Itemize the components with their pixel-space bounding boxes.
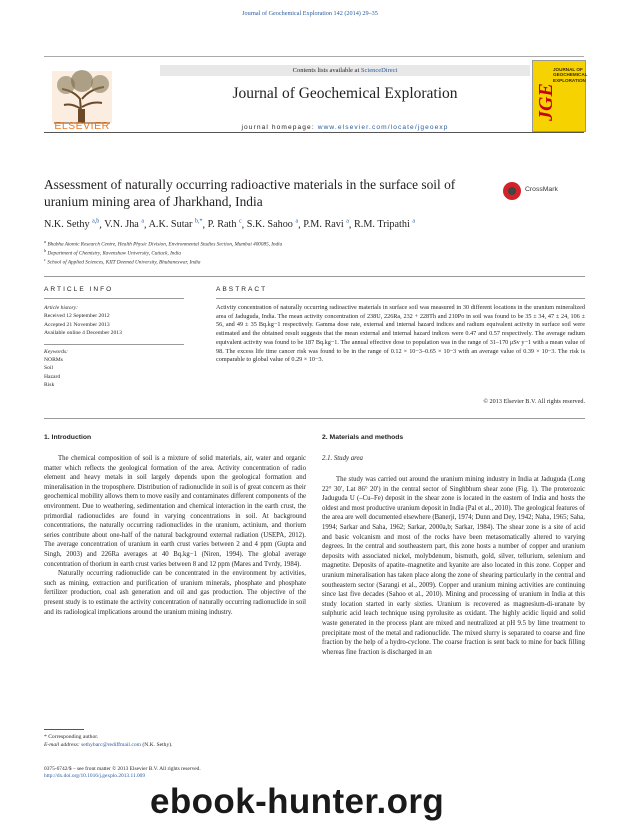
keyword: Hazard (44, 373, 61, 380)
abstract-text: Activity concentration of naturally occurring radioactive materials in surface soil was measured in 30 different locations in the uranium mineralized area of Jaduguda, India. The mean activity concentration of 238U, 226Ra, 232 + 228Th and 210Po in soil was found to be 35 ± 34, 47 ± 24, 106 ± 56, and 49 ± 35 Bq.kg−1 respectively. Gamma dose rate, external and internal hazard indices and radium equivalent activity in surface soil were estimated and the obtained result suggests that the mean external and internal hazard indices were 0.47 and 0.57 respectively. The average radium equivalent activity was found to be 187 Bq.kg−1. The annual effective dose to population was in the range of 31–170 μSv y−1 with a mean value of 98. The excess life time cancer risk was found to be in the range of 0.12 × 10−3–0.65 × 10−3 with an average value of 0.39 × 10−3. The risk is comparable to global value of 0.29 × 10−3. (216, 304, 585, 364)
journal-cover-thumbnail[interactable] (532, 60, 586, 132)
author[interactable]: A.K. Sutar $^{b,*}$ (148, 219, 203, 231)
email-link[interactable]: sethybarc@rediffmail.com (81, 742, 141, 748)
affiliation: $^a$ Bhabha Atomic Research Centre, Health Physic Division, Environmental Studies Section, Mumbai 400085, India (44, 239, 283, 248)
journal-homepage (160, 124, 530, 131)
keywords-heading: Keywords: (44, 348, 69, 355)
header-top-rule (44, 56, 584, 57)
issn-block (44, 766, 306, 781)
divider (44, 344, 184, 345)
doi-link[interactable]: http://dx.doi.org/10.1016/j.gexplo.2013.11.009 (44, 773, 146, 780)
article-info-label: ARTICLE INFO (44, 286, 114, 293)
crossmark-label: CrossMark (525, 186, 558, 193)
homepage-prefix: journal homepage: (241, 124, 318, 131)
divider (216, 298, 585, 299)
affiliation: $^b$ Department of Chemistry, Ravenshaw University, Cuttack, India (44, 248, 182, 257)
history-item: Received 12 September 2012 (44, 313, 110, 320)
paragraph: Naturally occurring radionuclide can be concentrated in the environment by activities, such as mining, extraction and purification of uranium minerals, phosphate and phosphate fertilizer production, coal ash generation and oil and gas production. The objective of the present study is to estimate the activity concentration of naturally occurring radionuclide in soil and its radiological implications around the uranium mining industry. (44, 570, 306, 616)
paragraph: The study was carried out around the uranium mining industry in India at Jaduguda (Long 22° 30′, Lat 86° 20′) in the central sector of Singhbhum shear zone (Fig. 1). The proterozoic Jaduguda U (–Cu–Fe) deposit in the shear zone is located in the eastern of India and hosts the oldest and most productive uranium deposit in India (Pal et al., 2010). The geological features of the area are well documented elsewhere (Banerji, 1974; Dunn and Dey, 1942; Naha, 1965; Saha, 1994; Sarkar and Saha, 1962; Sarkar, 2000a,b; Sarkar, 1984). The shear zone is a site of acid and basic volcanism and most of the rocks have been metasomatically altered to varying degrees. In the central and southeastern part, this zone hosts a number of copper and uranium deposits with associated nickel, molybdenum, bismuth, gold, silver, tellurium, selenium and magnetite. Deposits of apatite–magnetite and kyanite are also located in this zone. Copper and uranium mineralisation has taken place along the zone of shearing particularly in the central and southeastern sector (Sarangi et al., 2009). Copper and uranium mining activities are continuing since last five decades (Sahoo et al., 2010). Mining and processing of uranium in India at this study location started in early sixties. Uranium is recovered as magnesium-di-uranate by sulphuric acid leach technique using pyrolusite as oxidant. The highly acidic liquid and solid waste generated in the process plant are mixed and neutralized at pH 9.5 by lime treatment to precipitate most of the metal and radionuclide. The mixed slurry is separated to coarse and fine fraction by the help of a hydro-cyclone. The coarse fraction is sent back to mine for back filling whereas fine fraction is discharged in an (322, 476, 585, 656)
copyright: © 2013 Elsevier B.V. All rights reserved. (483, 398, 585, 405)
corresponding-note: * Corresponding author. (44, 734, 99, 740)
divider (44, 418, 585, 419)
author[interactable]: P. Rath $^c$ (207, 219, 242, 231)
introduction-body (44, 454, 306, 617)
author[interactable]: R.M. Tripathi $^a$ (354, 219, 416, 231)
author[interactable]: S.K. Sahoo $^a$ (246, 219, 299, 231)
section-heading-methods: 2. Materials and methods (322, 434, 404, 441)
keyword: Soil (44, 365, 54, 372)
journal-title: Journal of Geochemical Exploration (232, 85, 458, 102)
author[interactable]: N.K. Sethy $^{a,b}$ (44, 219, 100, 231)
elsevier-wordmark: ELSEVIER (54, 120, 110, 132)
email-note: E-mail address: sethybarc@rediffmail.com (N.K. Sethy). (44, 742, 173, 748)
cover-abbrev: JGE (535, 83, 557, 121)
author-list: N.K. Sethy $^{a,b}$, V.N. Jha $^a$, A.K. Sutar $^{b,*}$, P. Rath $^c$, S.K. Sahoo $^a$, P.M. Ravi $^a$, R.M. Tripathi $^a$ (44, 219, 416, 231)
article-title: Assessment of naturally occurring radioactive materials in the surface soil of uranium mining area of Jharkhand, India (44, 177, 456, 209)
methods-body (322, 475, 585, 657)
homepage-link[interactable]: www.elsevier.com/locate/jgeoexp (317, 124, 449, 131)
affiliation: $^c$ School of Applied Sciences, KIIT Deemed University, Bhubaneswar, India (44, 257, 201, 266)
keyword: NORMs (44, 357, 63, 364)
sciencedirect-link[interactable]: ScienceDirect (360, 67, 398, 74)
history-item: Accepted 21 November 2013 (44, 321, 110, 328)
contents-prefix: Contents lists available at (292, 67, 361, 74)
cover-title: JOURNAL OF GEOCHEMICAL EXPLORATION (553, 67, 588, 83)
crossmark-badge[interactable] (503, 182, 585, 202)
history-item: Available online 4 December 2013 (44, 330, 122, 337)
author[interactable]: V.N. Jha $^a$ (104, 219, 145, 231)
crossmark-icon (503, 182, 521, 200)
header-bottom-rule (44, 132, 584, 133)
watermark: ebook-hunter.org (150, 782, 445, 821)
contents-bar (160, 65, 530, 76)
section-heading-introduction: 1. Introduction (44, 434, 92, 441)
history-heading: Article history: (44, 305, 79, 311)
abstract-label: ABSTRACT (216, 286, 268, 293)
paragraph: The chemical composition of soil is a mixture of solid materials, air, water and organic matter which reflects the geological formation of the area. Activity concentration of radio element and heavy metals in soil largely depends upon the geological formation and mineralisation in the troposphere. Distribution of radionuclide in soil is of great concern as their geochemical mobility allows them to move easily and contaminates different components of the environment. Due to weathering, sedimentation and chemical interaction in the earth crust, the primordial radionuclides are found in varying concentrations in soil. At background concentrations, the naturally occurring radionuclides in the uranium, actinium, and thorium series contribute about one-half of the natural background external radiation (USEPA, 2012). The average concentration of uranium in earth crust varies between 2 and 4 ppm (Gupta and Singh, 2003) and 226Ra averages at 40 Bq.kg−1 (Niren, 1994). The global average concentration of thorium in earth crust varies between 8 and 12 ppm (Mares and Tvrdy, 1984). (44, 455, 306, 568)
article-info (44, 304, 184, 390)
journal-citation[interactable]: Journal of Geochemical Exploration 142 (2014) 29–35 (242, 10, 378, 17)
keyword: Risk (44, 382, 55, 389)
author[interactable]: P.M. Ravi $^a$ (303, 219, 349, 231)
footnote (44, 733, 306, 749)
issn-line: 0375-6742/$ – see front matter © 2013 Elsevier B.V. All rights reserved. (44, 766, 201, 772)
subsection-heading: 2.1. Study area (322, 455, 363, 462)
footnote-rule (44, 729, 84, 730)
divider (44, 276, 585, 277)
divider (44, 298, 184, 299)
